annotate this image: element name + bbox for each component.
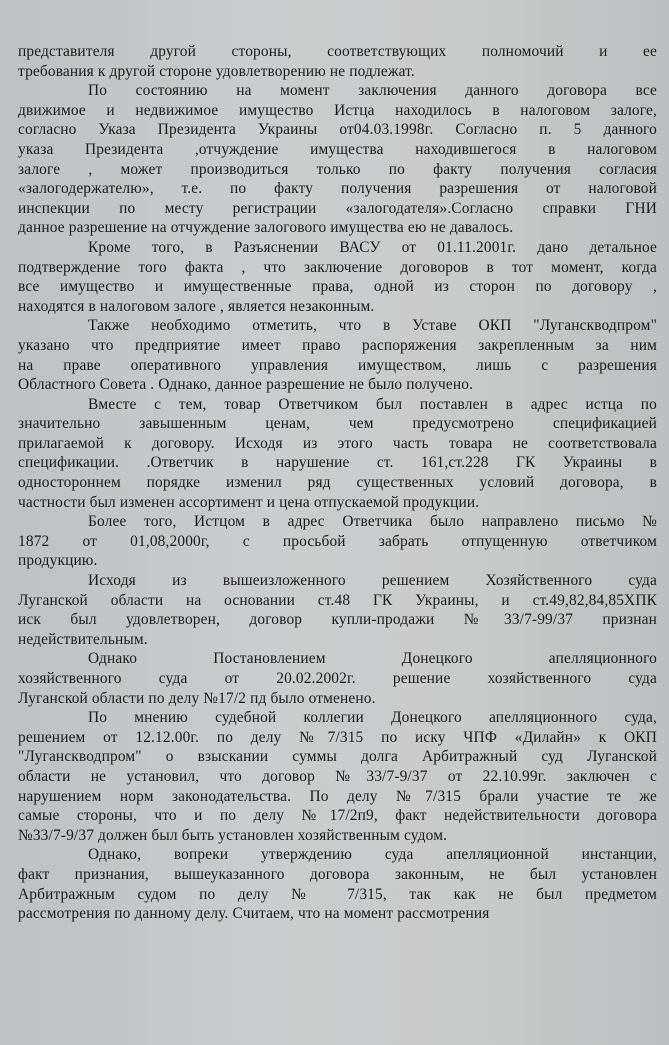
text-line: По состоянию на момент заключения данного договора все [88,82,657,100]
text-line: недействительным. [18,630,148,648]
text-line: частности был изменен ассортимент и цена отпускаемой продукции. [18,493,480,511]
text-line: прилагаемой к договору. Исходя из этого часть товара не соответствовала [18,434,657,452]
text-line: залоге , может производиться только по факту получения согласия [18,160,657,178]
text-line: По мнению судебной коллегии Донецкого апелляционного суда, [88,709,657,727]
document-paragraph [18,238,657,316]
text-line: нарушением норм законодательства. По делу №7/315 брали участие те же [18,787,657,805]
text-line: спецификации. .Ответчик в нарушение ст. 161,ст.228 ГК Украины в [18,454,657,472]
text-line: представителя другой стороны, соответствующих полномочий и ее [18,43,657,60]
document-paragraph [18,42,657,81]
text-line: указано что предприятие имеет право распоряжения закрепленным за ним [18,336,657,354]
text-line: хозяйственного суда от 20.02.2002г. решение хозяйственного суда [18,670,657,687]
text-line: решением от 12.12.00г. по делу №7/315 по иску ЧПФ «Дилайн» к ОКП [18,728,657,746]
text-line: Исходя из вышеизложенного решением Хозяйственного суда [88,572,657,590]
text-line: Также необходимо отметить, что в Уставе ОКП "Луганскводпром" [88,317,657,335]
text-line: Областного Совета . Однако, данное разрешение не было получено. [18,376,474,394]
document-paragraph [18,512,657,571]
document-paragraph [18,649,657,708]
document-paragraph [18,81,657,238]
text-line: данное разрешение на отчуждение залогового имущества ею не давалось. [18,219,514,237]
document-paragraph [18,845,657,923]
text-line: продукцию. [18,552,98,570]
text-line: Луганской области на основании ст.48 ГК Украины, и ст.49,82,84,85ХПК [18,591,657,609]
text-line: "Луганскводпром" о взыскании суммы долга Арбитражный суд Луганской [18,748,657,766]
text-line: все имущество и имущественные права, одной из сторон по договору , [18,278,657,296]
text-line: Более того, Истцом в адрес Ответчика было направлено письмо № [88,513,657,531]
text-line: №33/7-9/37 должен был быть установлен хозяйственным судом. [18,826,448,844]
text-line: требования к другой стороне удовлетворению не подлежат. [18,62,415,80]
document-paragraph [18,395,657,513]
document-paragraph [18,571,657,649]
text-line: значительно завышенным ценам, чем предусмотрено спецификацией [18,415,657,433]
text-line: инспекции по месту регистрации «залогодателя».Согласно справки ГНИ [18,199,657,217]
text-line: Однако, вопреки утверждению суда апелляционной инстанции, [88,846,657,864]
document-paragraph [18,708,657,845]
text-line: рассмотрения по данному делу. Считаем, что на момент рассмотрения [18,905,490,923]
text-line: иск был удовлетворен, договор купли-продажи №33/7-99/37 признан [18,611,657,629]
text-line: 1872 от 01,08,2000г, с просьбой забрать отпущенную ответчиком [18,532,657,550]
text-line: Вместе с тем, товар Ответчиком был поставлен в адрес истца по [88,395,657,413]
text-line: факт признания, вышеуказанного договора законным, не был установлен [18,865,657,883]
text-line: на праве оперативного управления имуществом, лишь с разрешения [18,356,657,374]
text-line: одностороннем порядке изменил ряд существенных условий договора, в [18,474,657,492]
text-line: Кроме того, в Разъяснении ВАСУ от 01.11.2001г. дано детальное [88,238,657,256]
text-line: подтверждение того факта , что заключение договоров в тот момент, когда [18,258,657,276]
text-line: указа Президента ,отчуждение имущества находившегося в налоговом [18,140,657,158]
text-line: согласно Указа Президента Украины от04.03.1998г. Согласно п. 5 данного [18,121,657,139]
text-line: Однако Постановлением Донецкого апелляционного [88,650,657,668]
text-line: Арбитражным судом по делу № 7/315, так как не был предметом [18,885,657,903]
text-line: самые стороны, что и по делу №17/2п9, факт недействительности договора [18,807,657,825]
text-line: находятся в налоговом залоге , является незаконным. [18,297,375,315]
document-paragraph [18,316,657,394]
text-line: «залогодержателю», т.е. по факту получения разрешения от налоговой [18,180,657,198]
text-line: Луганской области по делу №17/2 пд было отменено. [18,689,376,707]
text-line: движимое и недвижимое имущество Истца находилось в налоговом залоге, [18,101,657,119]
text-line: области не установил, что договор №33/7-9/37 от 22.10.99г. заключен с [18,767,657,785]
